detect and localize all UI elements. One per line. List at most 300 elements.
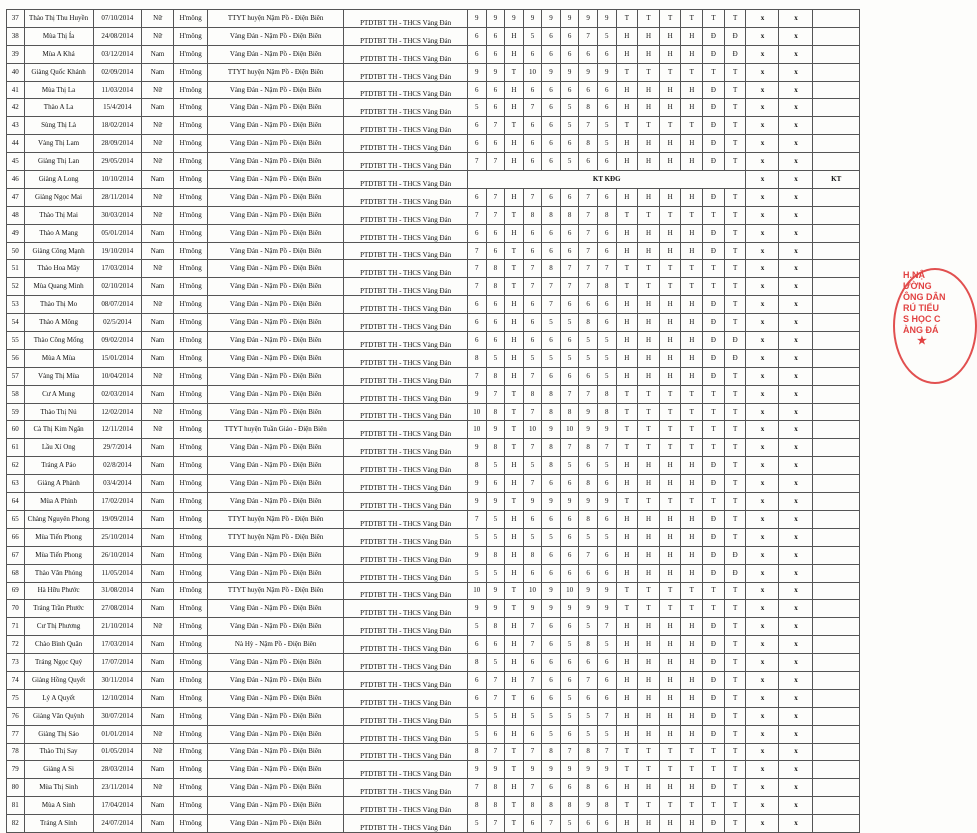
competency-rating-cell: H [616, 475, 638, 493]
student-name-cell: Tráng A Sính [24, 815, 93, 833]
competency-rating-cell: T [724, 636, 746, 654]
competency-rating-cell: T [638, 278, 660, 296]
note-cell [813, 242, 860, 260]
subject-score-cell: 7 [523, 367, 542, 385]
competency-rating-cell: H [659, 153, 681, 171]
gender-cell: Nữ [142, 743, 174, 761]
subject-score-cell: 5 [486, 654, 505, 672]
subject-score-cell: 9 [579, 403, 598, 421]
student-name-cell: Giàng Hồng Quyết [24, 671, 93, 689]
subject-score-cell: 7 [486, 671, 505, 689]
competency-rating-cell: H [659, 81, 681, 99]
stt-cell: 67 [7, 546, 25, 564]
table-row [7, 475, 860, 493]
ethnicity-cell: H'mông [174, 582, 208, 600]
table-row [7, 582, 860, 600]
subject-score-cell: 9 [579, 10, 598, 28]
subject-score-cell: 6 [560, 135, 579, 153]
competency-rating-cell: T [703, 797, 725, 815]
school-cell: PTDTBT TH - THCS Vàng Đán [344, 81, 468, 99]
subject-score-cell: 8 [579, 743, 598, 761]
subject-score-cell: H [505, 153, 524, 171]
subject-score-cell: 7 [597, 618, 616, 636]
gender-cell: Nam [142, 761, 174, 779]
competency-rating-cell: Đ [703, 224, 725, 242]
subject-score-cell: 9 [523, 600, 542, 618]
birthplace-cell: Vàng Đán - Nậm Pồ - Điện Biên [208, 153, 344, 171]
birthplace-cell: Vàng Đán - Nậm Pồ - Điện Biên [208, 743, 344, 761]
competency-rating-cell: H [681, 654, 703, 672]
table-row [7, 636, 860, 654]
competency-rating-cell: H [638, 654, 660, 672]
subject-score-cell: 8 [597, 278, 616, 296]
table-row [7, 10, 860, 28]
subject-score-cell: 6 [486, 475, 505, 493]
stt-cell: 44 [7, 135, 25, 153]
competency-rating-cell: H [681, 332, 703, 350]
subject-score-cell: 6 [542, 564, 561, 582]
student-name-cell: Mùa A Phình [24, 493, 93, 511]
birthplace-cell: Vàng Đán - Nậm Pồ - Điện Biên [208, 546, 344, 564]
stt-cell: 48 [7, 206, 25, 224]
competency-rating-cell: Đ [703, 349, 725, 367]
student-name-cell: Giàng A Si [24, 761, 93, 779]
subject-score-cell: 7 [579, 242, 598, 260]
subject-score-cell: 6 [579, 296, 598, 314]
competency-rating-cell: T [724, 475, 746, 493]
stt-cell: 41 [7, 81, 25, 99]
competency-rating-cell: H [659, 510, 681, 528]
subject-score-cell: 6 [579, 564, 598, 582]
gender-cell: Nữ [142, 10, 174, 28]
school-cell: PTDTBT TH - THCS Vàng Đán [344, 117, 468, 135]
subject-score-cell: 6 [560, 224, 579, 242]
competency-rating-cell: Đ [703, 546, 725, 564]
subject-score-cell: 6 [560, 188, 579, 206]
ethnicity-cell: H'mông [174, 10, 208, 28]
subject-score-cell: H [505, 99, 524, 117]
birthplace-cell: Vàng Đán - Nậm Pồ - Điện Biên [208, 45, 344, 63]
stt-cell: 46 [7, 171, 25, 189]
subject-score-cell: T [505, 403, 524, 421]
subject-score-cell: 6 [597, 242, 616, 260]
completion-mark-cell: x [746, 332, 779, 350]
stt-cell: 82 [7, 815, 25, 833]
stt-cell: 50 [7, 242, 25, 260]
competency-rating-cell: Đ [703, 99, 725, 117]
student-name-cell: Thào Thị Mo [24, 296, 93, 314]
subject-score-cell: T [505, 493, 524, 511]
stt-cell: 49 [7, 224, 25, 242]
subject-score-cell: 5 [486, 349, 505, 367]
competency-rating-cell: H [659, 99, 681, 117]
subject-score-cell: 6 [597, 224, 616, 242]
birth-date-cell: 27/08/2014 [93, 600, 141, 618]
subject-score-cell: 7 [468, 242, 487, 260]
subject-score-cell: 7 [597, 707, 616, 725]
subject-score-cell: 9 [542, 600, 561, 618]
subject-score-cell: 8 [579, 779, 598, 797]
competency-rating-cell: T [724, 510, 746, 528]
subject-score-cell: 9 [560, 63, 579, 81]
subject-score-cell: 6 [486, 636, 505, 654]
stamp-text-line: S HỌC C [903, 314, 941, 324]
table-row [7, 117, 860, 135]
subject-score-cell: 6 [468, 332, 487, 350]
subject-score-cell: 5 [579, 707, 598, 725]
gender-cell: Nam [142, 332, 174, 350]
stamp-text-line: H.NẬ [903, 270, 925, 280]
school-cell: PTDTBT TH - THCS Vàng Đán [344, 618, 468, 636]
birthplace-cell: Vàng Đán - Nậm Pồ - Điện Biên [208, 27, 344, 45]
subject-score-cell: H [505, 636, 524, 654]
student-name-cell: Thào Hoa Mây [24, 260, 93, 278]
ethnicity-cell: H'mông [174, 457, 208, 475]
subject-score-cell: 6 [523, 564, 542, 582]
school-cell: PTDTBT TH - THCS Vàng Đán [344, 27, 468, 45]
competency-rating-cell: T [681, 260, 703, 278]
subject-score-cell: 7 [523, 403, 542, 421]
competency-rating-cell: T [616, 10, 638, 28]
competency-rating-cell: T [659, 63, 681, 81]
competency-rating-cell: Đ [703, 314, 725, 332]
competency-rating-cell: H [616, 296, 638, 314]
note-cell [813, 797, 860, 815]
completion-mark-cell: x [779, 546, 813, 564]
stt-cell: 69 [7, 582, 25, 600]
subject-score-cell: 6 [597, 564, 616, 582]
stt-cell: 74 [7, 671, 25, 689]
completion-mark-cell: x [746, 671, 779, 689]
competency-rating-cell: T [724, 367, 746, 385]
subject-score-cell: 5 [486, 457, 505, 475]
school-cell: PTDTBT TH - THCS Vàng Đán [344, 45, 468, 63]
table-row [7, 797, 860, 815]
competency-rating-cell: H [638, 81, 660, 99]
subject-score-cell: 8 [542, 403, 561, 421]
subject-score-cell: 6 [597, 81, 616, 99]
ethnicity-cell: H'mông [174, 743, 208, 761]
school-cell: PTDTBT TH - THCS Vàng Đán [344, 314, 468, 332]
student-name-cell: Lầu Xí Ong [24, 439, 93, 457]
birth-date-cell: 01/01/2014 [93, 725, 141, 743]
subject-score-cell: 7 [579, 117, 598, 135]
birthplace-cell: Vàng Đán - Nậm Pồ - Điện Biên [208, 689, 344, 707]
competency-rating-cell: T [638, 421, 660, 439]
subject-score-cell: 8 [486, 546, 505, 564]
note-cell [813, 314, 860, 332]
stt-cell: 53 [7, 296, 25, 314]
completion-mark-cell: x [746, 224, 779, 242]
competency-rating-cell: T [659, 761, 681, 779]
birthplace-cell: Vàng Đán - Nậm Pồ - Điện Biên [208, 171, 344, 189]
competency-rating-cell: H [681, 636, 703, 654]
birthplace-cell: Vàng Đán - Nậm Pồ - Điện Biên [208, 815, 344, 833]
birth-date-cell: 19/10/2014 [93, 242, 141, 260]
subject-score-cell: 6 [468, 636, 487, 654]
competency-rating-cell: T [724, 797, 746, 815]
gender-cell: Nữ [142, 260, 174, 278]
competency-rating-cell: T [703, 761, 725, 779]
gender-cell: Nữ [142, 421, 174, 439]
subject-score-cell: 6 [542, 654, 561, 672]
competency-rating-cell: Đ [703, 815, 725, 833]
subject-score-cell: 6 [597, 671, 616, 689]
subject-score-cell: 10 [560, 582, 579, 600]
subject-score-cell: 6 [523, 135, 542, 153]
subject-score-cell: 6 [542, 671, 561, 689]
completion-mark-cell: x [746, 725, 779, 743]
subject-score-cell: 9 [468, 475, 487, 493]
gender-cell: Nữ [142, 367, 174, 385]
table-row [7, 99, 860, 117]
competency-rating-cell: H [616, 81, 638, 99]
subject-score-cell: 5 [579, 725, 598, 743]
note-cell [813, 493, 860, 511]
competency-rating-cell: H [616, 654, 638, 672]
completion-mark-cell: x [779, 564, 813, 582]
student-name-cell: Tráng Ngọc Quý [24, 654, 93, 672]
competency-rating-cell: H [638, 332, 660, 350]
subject-score-cell: 8 [468, 797, 487, 815]
subject-score-cell: 6 [542, 475, 561, 493]
competency-rating-cell: T [703, 743, 725, 761]
subject-score-cell: 10 [468, 403, 487, 421]
birthplace-cell: Vàng Đán - Nậm Pồ - Điện Biên [208, 671, 344, 689]
subject-score-cell: 8 [486, 797, 505, 815]
birth-date-cell: 29/7/2014 [93, 439, 141, 457]
competency-rating-cell: T [724, 153, 746, 171]
competency-rating-cell: H [681, 296, 703, 314]
competency-rating-cell: T [703, 385, 725, 403]
competency-rating-cell: H [659, 618, 681, 636]
birthplace-cell: Vàng Đán - Nậm Pồ - Điện Biên [208, 439, 344, 457]
subject-score-cell: 6 [523, 296, 542, 314]
completion-mark-cell: x [779, 296, 813, 314]
competency-rating-cell: Đ [724, 27, 746, 45]
subject-score-cell: 6 [468, 117, 487, 135]
competency-rating-cell: H [659, 564, 681, 582]
subject-score-cell: 7 [523, 439, 542, 457]
competency-rating-cell: H [681, 367, 703, 385]
subject-score-cell: 9 [597, 10, 616, 28]
competency-rating-cell: T [616, 761, 638, 779]
subject-score-cell: 9 [523, 10, 542, 28]
stt-cell: 60 [7, 421, 25, 439]
subject-score-cell: 6 [597, 188, 616, 206]
competency-rating-cell: H [681, 81, 703, 99]
completion-mark-cell: x [746, 10, 779, 28]
competency-rating-cell: H [638, 546, 660, 564]
gender-cell: Nam [142, 63, 174, 81]
ethnicity-cell: H'mông [174, 421, 208, 439]
completion-mark-cell: x [746, 206, 779, 224]
note-cell [813, 349, 860, 367]
birth-date-cell: 17/07/2014 [93, 654, 141, 672]
gender-cell: Nam [142, 815, 174, 833]
subject-score-cell: 6 [597, 99, 616, 117]
competency-rating-cell: H [616, 224, 638, 242]
stt-cell: 40 [7, 63, 25, 81]
subject-score-cell: 9 [597, 421, 616, 439]
school-cell: PTDTBT TH - THCS Vàng Đán [344, 421, 468, 439]
competency-rating-cell: H [638, 457, 660, 475]
competency-rating-cell: T [659, 403, 681, 421]
competency-rating-cell: H [616, 135, 638, 153]
competency-rating-cell: H [659, 654, 681, 672]
birthplace-cell: Vàng Đán - Nậm Pồ - Điện Biên [208, 278, 344, 296]
subject-score-cell: 7 [560, 260, 579, 278]
note-cell [813, 81, 860, 99]
gender-cell: Nam [142, 99, 174, 117]
competency-rating-cell: H [638, 636, 660, 654]
subject-score-cell: 9 [579, 761, 598, 779]
subject-score-cell: H [505, 135, 524, 153]
subject-score-cell: 7 [486, 689, 505, 707]
competency-rating-cell: T [616, 385, 638, 403]
birth-date-cell: 17/03/2014 [93, 636, 141, 654]
subject-score-cell: 8 [597, 385, 616, 403]
competency-rating-cell: T [724, 242, 746, 260]
birth-date-cell: 24/07/2014 [93, 815, 141, 833]
table-row [7, 510, 860, 528]
competency-rating-cell: T [616, 439, 638, 457]
competency-rating-cell: T [724, 278, 746, 296]
subject-score-cell: 9 [523, 761, 542, 779]
competency-rating-cell: T [681, 63, 703, 81]
completion-mark-cell: x [779, 27, 813, 45]
table-row [7, 564, 860, 582]
completion-mark-cell: x [746, 27, 779, 45]
subject-score-cell: 6 [542, 81, 561, 99]
subject-score-cell: 5 [542, 349, 561, 367]
subject-score-cell: 7 [486, 153, 505, 171]
completion-mark-cell: x [779, 385, 813, 403]
note-cell [813, 457, 860, 475]
table-row [7, 743, 860, 761]
subject-score-cell: 8 [468, 743, 487, 761]
competency-rating-cell: H [638, 779, 660, 797]
subject-score-cell: T [505, 260, 524, 278]
competency-rating-cell: T [681, 278, 703, 296]
gender-cell: Nam [142, 385, 174, 403]
birthplace-cell: TTYT huyện Nậm Pồ - Điện Biên [208, 10, 344, 28]
note-cell [813, 224, 860, 242]
subject-score-cell: 5 [560, 314, 579, 332]
competency-rating-cell: Đ [724, 546, 746, 564]
student-name-cell: Mùa A Khá [24, 45, 93, 63]
subject-score-cell: 5 [597, 27, 616, 45]
competency-rating-cell: T [703, 582, 725, 600]
subject-score-cell: 8 [486, 618, 505, 636]
subject-score-cell: H [505, 528, 524, 546]
subject-score-cell: 9 [486, 421, 505, 439]
subject-score-cell: 7 [542, 278, 561, 296]
subject-score-cell: 7 [523, 671, 542, 689]
ethnicity-cell: H'mông [174, 689, 208, 707]
competency-rating-cell: T [659, 600, 681, 618]
subject-score-cell: 9 [505, 10, 524, 28]
table-row [7, 707, 860, 725]
birth-date-cell: 03/12/2014 [93, 45, 141, 63]
competency-rating-cell: T [659, 117, 681, 135]
ethnicity-cell: H'mông [174, 153, 208, 171]
subject-score-cell: 8 [523, 546, 542, 564]
student-name-cell: Mùa Tiến Phong [24, 528, 93, 546]
student-name-cell: Giàng Thị Sáo [24, 725, 93, 743]
subject-score-cell: 5 [597, 135, 616, 153]
subject-score-cell: 6 [560, 81, 579, 99]
completion-mark-cell: x [779, 421, 813, 439]
subject-score-cell: 6 [468, 224, 487, 242]
subject-score-cell: 7 [468, 278, 487, 296]
completion-mark-cell: x [779, 117, 813, 135]
subject-score-cell: 9 [486, 10, 505, 28]
subject-score-cell: 9 [523, 493, 542, 511]
subject-score-cell: 5 [579, 332, 598, 350]
competency-rating-cell: H [659, 296, 681, 314]
completion-mark-cell: x [746, 815, 779, 833]
competency-rating-cell: H [659, 332, 681, 350]
subject-score-cell: 6 [579, 654, 598, 672]
subject-score-cell: 6 [560, 654, 579, 672]
red-official-stamp [893, 268, 977, 384]
note-cell [813, 403, 860, 421]
stt-cell: 63 [7, 475, 25, 493]
subject-score-cell: 5 [560, 153, 579, 171]
gender-cell: Nam [142, 171, 174, 189]
subject-score-cell: 8 [486, 367, 505, 385]
subject-score-cell: 8 [597, 797, 616, 815]
subject-score-cell: H [505, 457, 524, 475]
note-cell [813, 421, 860, 439]
birth-date-cell: 05/01/2014 [93, 224, 141, 242]
table-row [7, 349, 860, 367]
subject-score-cell: 6 [560, 618, 579, 636]
school-cell: PTDTBT TH - THCS Vàng Đán [344, 10, 468, 28]
note-cell [813, 27, 860, 45]
completion-mark-cell: x [779, 743, 813, 761]
school-cell: PTDTBT TH - THCS Vàng Đán [344, 135, 468, 153]
birthplace-cell: TTYT huyện Tuần Giáo - Điện Biên [208, 421, 344, 439]
subject-score-cell: 8 [579, 510, 598, 528]
school-cell: PTDTBT TH - THCS Vàng Đán [344, 260, 468, 278]
ethnicity-cell: H'mông [174, 206, 208, 224]
competency-rating-cell: H [659, 671, 681, 689]
competency-rating-cell: T [616, 421, 638, 439]
student-name-cell: Mùa A Sinh [24, 797, 93, 815]
table-row [7, 367, 860, 385]
completion-mark-cell: x [746, 689, 779, 707]
competency-rating-cell: T [638, 385, 660, 403]
subject-score-cell: 9 [579, 600, 598, 618]
note-cell [813, 815, 860, 833]
subject-score-cell: 7 [542, 815, 561, 833]
gender-cell: Nam [142, 528, 174, 546]
school-cell: PTDTBT TH - THCS Vàng Đán [344, 797, 468, 815]
ethnicity-cell: H'mông [174, 403, 208, 421]
competency-rating-cell: T [703, 439, 725, 457]
subject-score-cell: 8 [486, 403, 505, 421]
competency-rating-cell: H [638, 135, 660, 153]
subject-score-cell: 6 [523, 117, 542, 135]
note-cell [813, 743, 860, 761]
gender-cell: Nữ [142, 206, 174, 224]
subject-score-cell: 5 [523, 457, 542, 475]
birth-date-cell: 15/01/2014 [93, 349, 141, 367]
ethnicity-cell: H'mông [174, 188, 208, 206]
subject-score-cell: T [505, 117, 524, 135]
